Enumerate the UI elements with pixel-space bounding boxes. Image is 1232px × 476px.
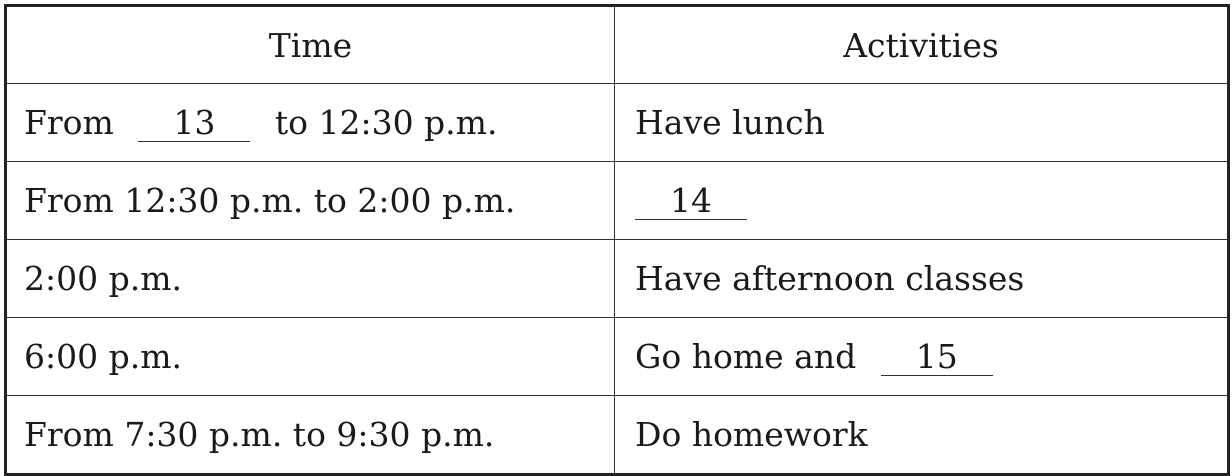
time-column-header: Time xyxy=(6,6,615,84)
activity-cell xyxy=(615,318,1229,396)
table-row xyxy=(6,84,1229,162)
time-cell: From 7:30 p.m. to 9:30 p.m. xyxy=(6,396,615,475)
time-cell: 2:00 p.m. xyxy=(6,240,615,318)
table-row xyxy=(6,318,1229,396)
time-cell: 6:00 p.m. xyxy=(6,318,615,396)
activities-column-header: Activities xyxy=(615,6,1229,84)
blank-13: 13 xyxy=(138,106,250,142)
activity-cell: Have lunch xyxy=(615,84,1229,162)
table-row xyxy=(6,396,1229,475)
blank-14: 14 xyxy=(635,184,747,220)
activity-cell: Have afternoon classes xyxy=(615,240,1229,318)
time-prefix-text: From xyxy=(24,103,114,142)
activity-cell xyxy=(615,162,1229,240)
activity-cell: Do homework xyxy=(615,396,1229,475)
header-row xyxy=(6,6,1229,84)
time-cell: From 12:30 p.m. to 2:00 p.m. xyxy=(6,162,615,240)
activity-prefix-text: Go home and xyxy=(635,337,857,376)
blank-15: 15 xyxy=(881,340,993,376)
table-row xyxy=(6,162,1229,240)
schedule-table xyxy=(4,4,1230,476)
time-suffix-text: to 12:30 p.m. xyxy=(274,103,498,142)
time-cell xyxy=(6,84,615,162)
table-row xyxy=(6,240,1229,318)
